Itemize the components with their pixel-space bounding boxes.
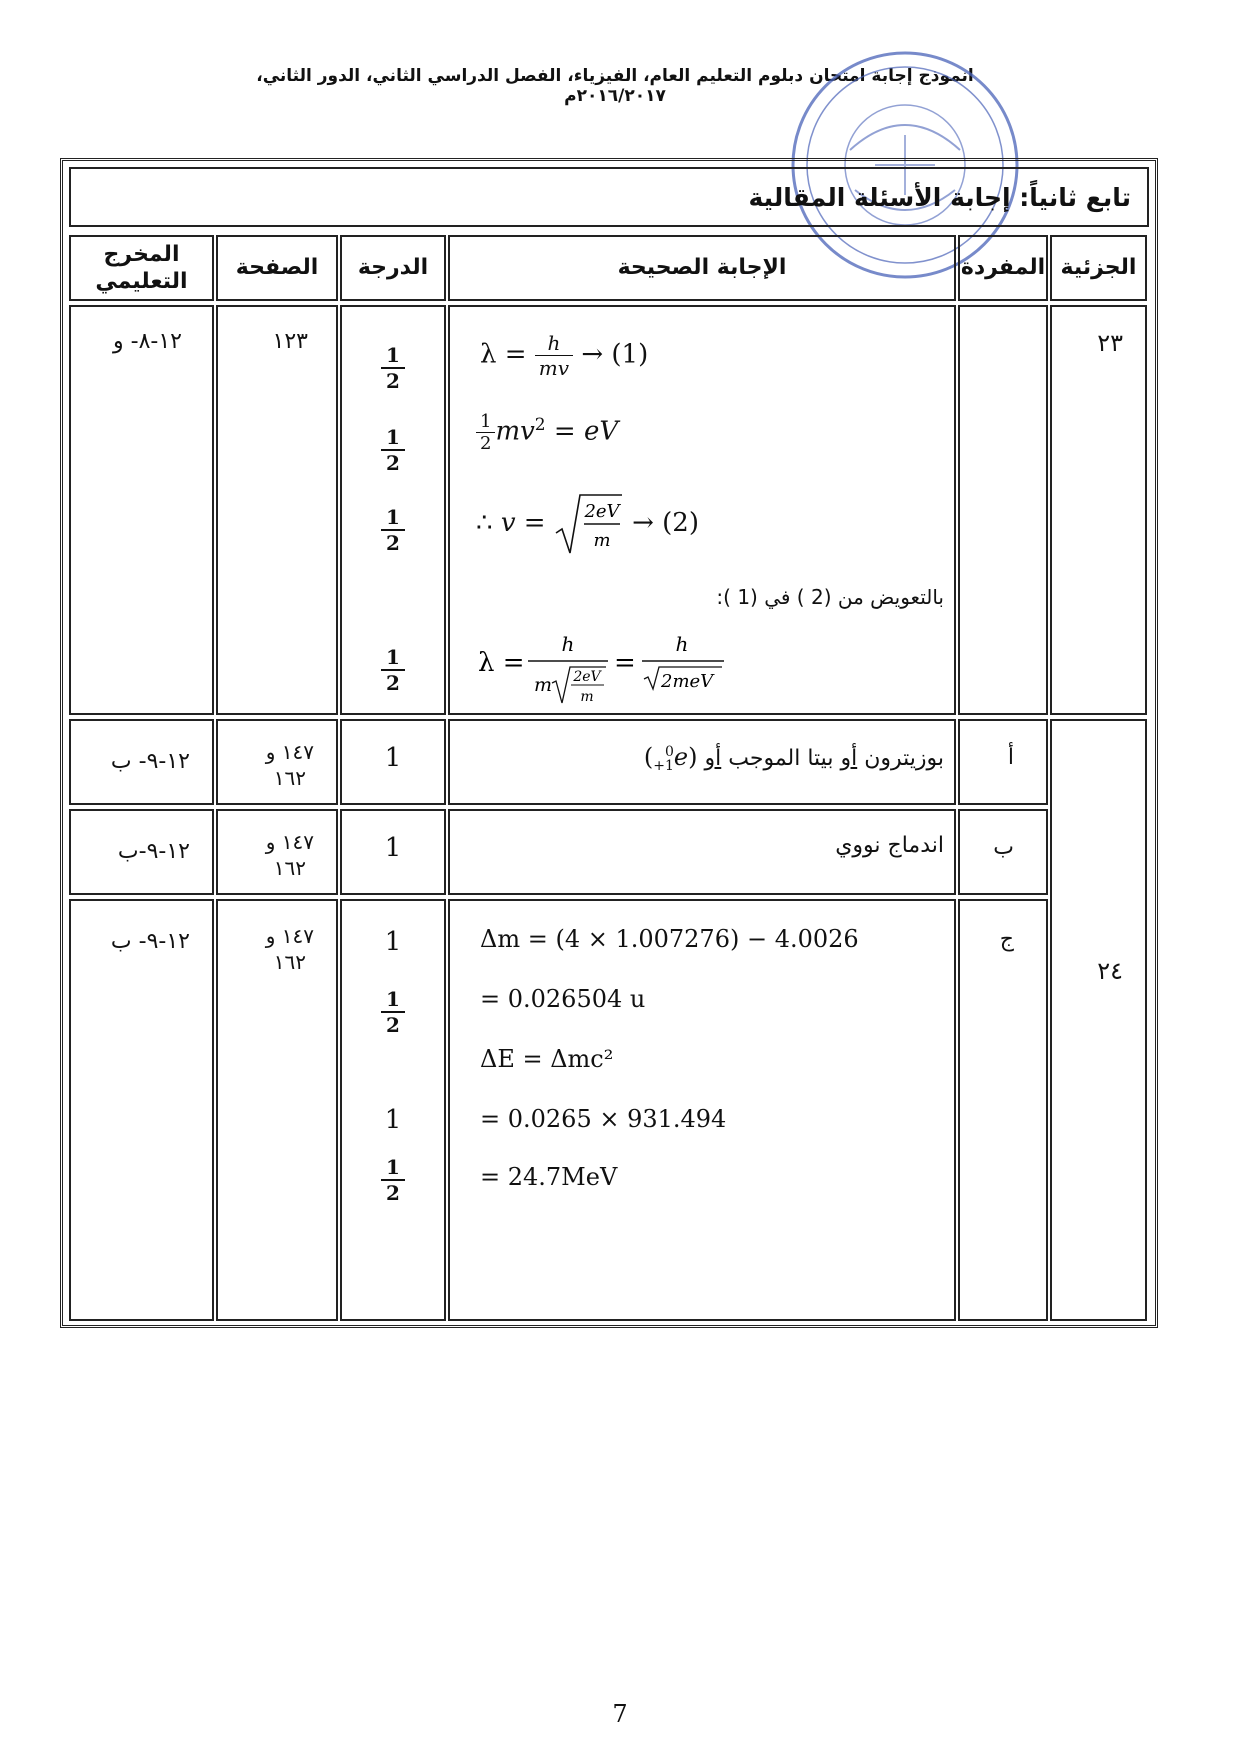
- col-header-outcome: [69, 235, 214, 301]
- svg-text:=: =: [614, 648, 636, 678]
- q24a-item: أ: [1007, 745, 1014, 770]
- q24a-page-line1: ١٤٧ و: [265, 740, 314, 764]
- svg-text:2meV: 2meV: [661, 671, 714, 692]
- svg-text:h: h: [561, 632, 575, 656]
- q24a-page-line2: ١٦٢: [273, 766, 306, 790]
- q24a-outcome: ١٢-٩- ب: [110, 749, 190, 774]
- q24c-outcome: ١٢-٩- ب: [110, 929, 190, 954]
- q23-equation-1: λ = $\frac{h}{mv}$ → (1): [480, 331, 649, 380]
- q23-final-expression: [476, 625, 726, 705]
- q23-grade-2: 1 2: [373, 427, 413, 473]
- q23-substitution-note: بالتعويض من (2 ) في (1 ):: [716, 585, 944, 609]
- svg-text:m: m: [580, 689, 594, 705]
- col-header-grade: الدرجة: [340, 235, 446, 301]
- q24b-grade: 1: [384, 833, 402, 863]
- q23-equation-4: [476, 625, 726, 705]
- q23-eq2-tag: → (2): [632, 508, 699, 538]
- q24c-page-line2: ١٦٢: [273, 950, 306, 974]
- section-title: تابع ثانياً: إجابة الأسئلة المقالية: [748, 183, 1131, 212]
- q23-part-number: ٢٣: [1097, 329, 1123, 357]
- page-number: 7: [612, 1700, 628, 1728]
- svg-text:2eV: 2eV: [573, 669, 601, 685]
- q23-grade-3: 1 2: [373, 507, 413, 553]
- q24c-line-2: = 0.026504 u: [480, 985, 646, 1013]
- q24c-grade-4: 1: [384, 1105, 402, 1135]
- q24b-outcome-cell: [69, 809, 214, 895]
- q23-grade-cell: [340, 305, 446, 715]
- q24b-answer: اندماج نووي: [835, 833, 944, 858]
- page-header: انموذج إجابة امتحان دبلوم التعليم العام، الفيزياء، الفصل الدراسي الثاني، الدور الثاني، ٢٠١٦/٢٠١٧م: [256, 66, 974, 106]
- q24a-grade: 1: [384, 743, 402, 773]
- q24-part-number: ٢٤: [1097, 957, 1123, 985]
- q24a-answer: [644, 743, 944, 773]
- q24c-grade-cell: [340, 899, 446, 1321]
- q23-page: ١٢٣: [272, 329, 308, 354]
- col-header-answer: الإجابة الصحيحة: [448, 235, 956, 301]
- svg-text:h: h: [675, 632, 689, 656]
- q24b-page-line2: ١٦٢: [273, 856, 306, 880]
- q24c-line-1: Δm = (4 × 1.007276) − 4.0026: [480, 925, 859, 953]
- svg-text:2eV: 2eV: [584, 501, 620, 522]
- q24b-item-cell: [958, 809, 1048, 895]
- q23-equation-3: ∴ v = 2eV m → (2): [476, 491, 699, 557]
- svg-text:λ =: λ =: [478, 648, 525, 678]
- q23-grade-4: 1 2: [373, 647, 413, 693]
- svg-text:m: m: [593, 530, 611, 551]
- q24c-line-3: ΔE = Δmc²: [480, 1045, 614, 1073]
- q24b-answer-cell: [448, 809, 956, 895]
- q24c-grade-2: 1 2: [373, 989, 413, 1035]
- q24b-item: ب: [993, 835, 1014, 860]
- q24b-page: [266, 829, 314, 881]
- q24c-page: [266, 923, 314, 975]
- section-title-box: [69, 167, 1149, 227]
- q23-item-cell: [958, 305, 1048, 715]
- col-header-item: المفردة: [958, 235, 1048, 301]
- q24b-outcome: ١٢-٩-ب: [117, 839, 190, 864]
- q23-outcome-cell: [69, 305, 214, 715]
- col-header-part: الجزئية: [1050, 235, 1147, 301]
- q24c-item-cell: [958, 899, 1048, 1321]
- q24a-answer-cell: [448, 719, 956, 805]
- q24c-line-5: = 24.7MeV: [480, 1163, 618, 1191]
- q23-outcome: ١٢-٨- و: [113, 329, 182, 354]
- q23-part-cell: [1050, 305, 1147, 715]
- q24a-positron-symbol: ( 0 +1e): [643, 743, 698, 774]
- q24c-outcome-cell: [69, 899, 214, 1321]
- answer-sheet: [60, 158, 1158, 1328]
- q24a-page: [266, 739, 314, 791]
- q24a-or-2: أو: [704, 746, 722, 771]
- q24c-page-line1: ١٤٧ و: [265, 924, 314, 948]
- q23-answer-cell: [448, 305, 956, 715]
- q24c-grade-5: 1 2: [373, 1157, 413, 1203]
- q24a-page-cell: [216, 719, 338, 805]
- q24c-line-4: = 0.0265 × 931.494: [480, 1105, 727, 1133]
- q24a-or-1: أو: [840, 746, 858, 771]
- q24c-grade-1: 1: [384, 927, 402, 957]
- q24a-outcome-cell: [69, 719, 214, 805]
- sqrt-symbol-icon: [554, 491, 624, 557]
- col-header-outcome-line1: المخرج: [103, 241, 180, 267]
- q24b-page-cell: [216, 809, 338, 895]
- svg-text:m: m: [534, 674, 553, 696]
- col-header-outcome-line2: التعليمي: [95, 269, 188, 294]
- q24a-answer-beta-plus: بيتا الموجب: [728, 746, 834, 771]
- q24c-item: ج: [999, 927, 1014, 952]
- col-header-page: الصفحة: [216, 235, 338, 301]
- q24c-answer-cell: [448, 899, 956, 1321]
- q23-grade-1: 1 2: [373, 345, 413, 391]
- q24b-grade-cell: [340, 809, 446, 895]
- q24c-page-cell: [216, 899, 338, 1321]
- q24-part-cell: [1050, 719, 1147, 1321]
- q24a-grade-cell: [340, 719, 446, 805]
- q24a-answer-positron: بوزيترون: [864, 746, 944, 771]
- q24b-page-line1: ١٤٧ و: [265, 830, 314, 854]
- q23-equation-2: $\frac{1}{2}$ $mv^2$ = eV: [476, 411, 618, 454]
- q24a-item-cell: [958, 719, 1048, 805]
- q23-eq1-tag: → (1): [581, 339, 649, 370]
- q23-page-cell: [216, 305, 338, 715]
